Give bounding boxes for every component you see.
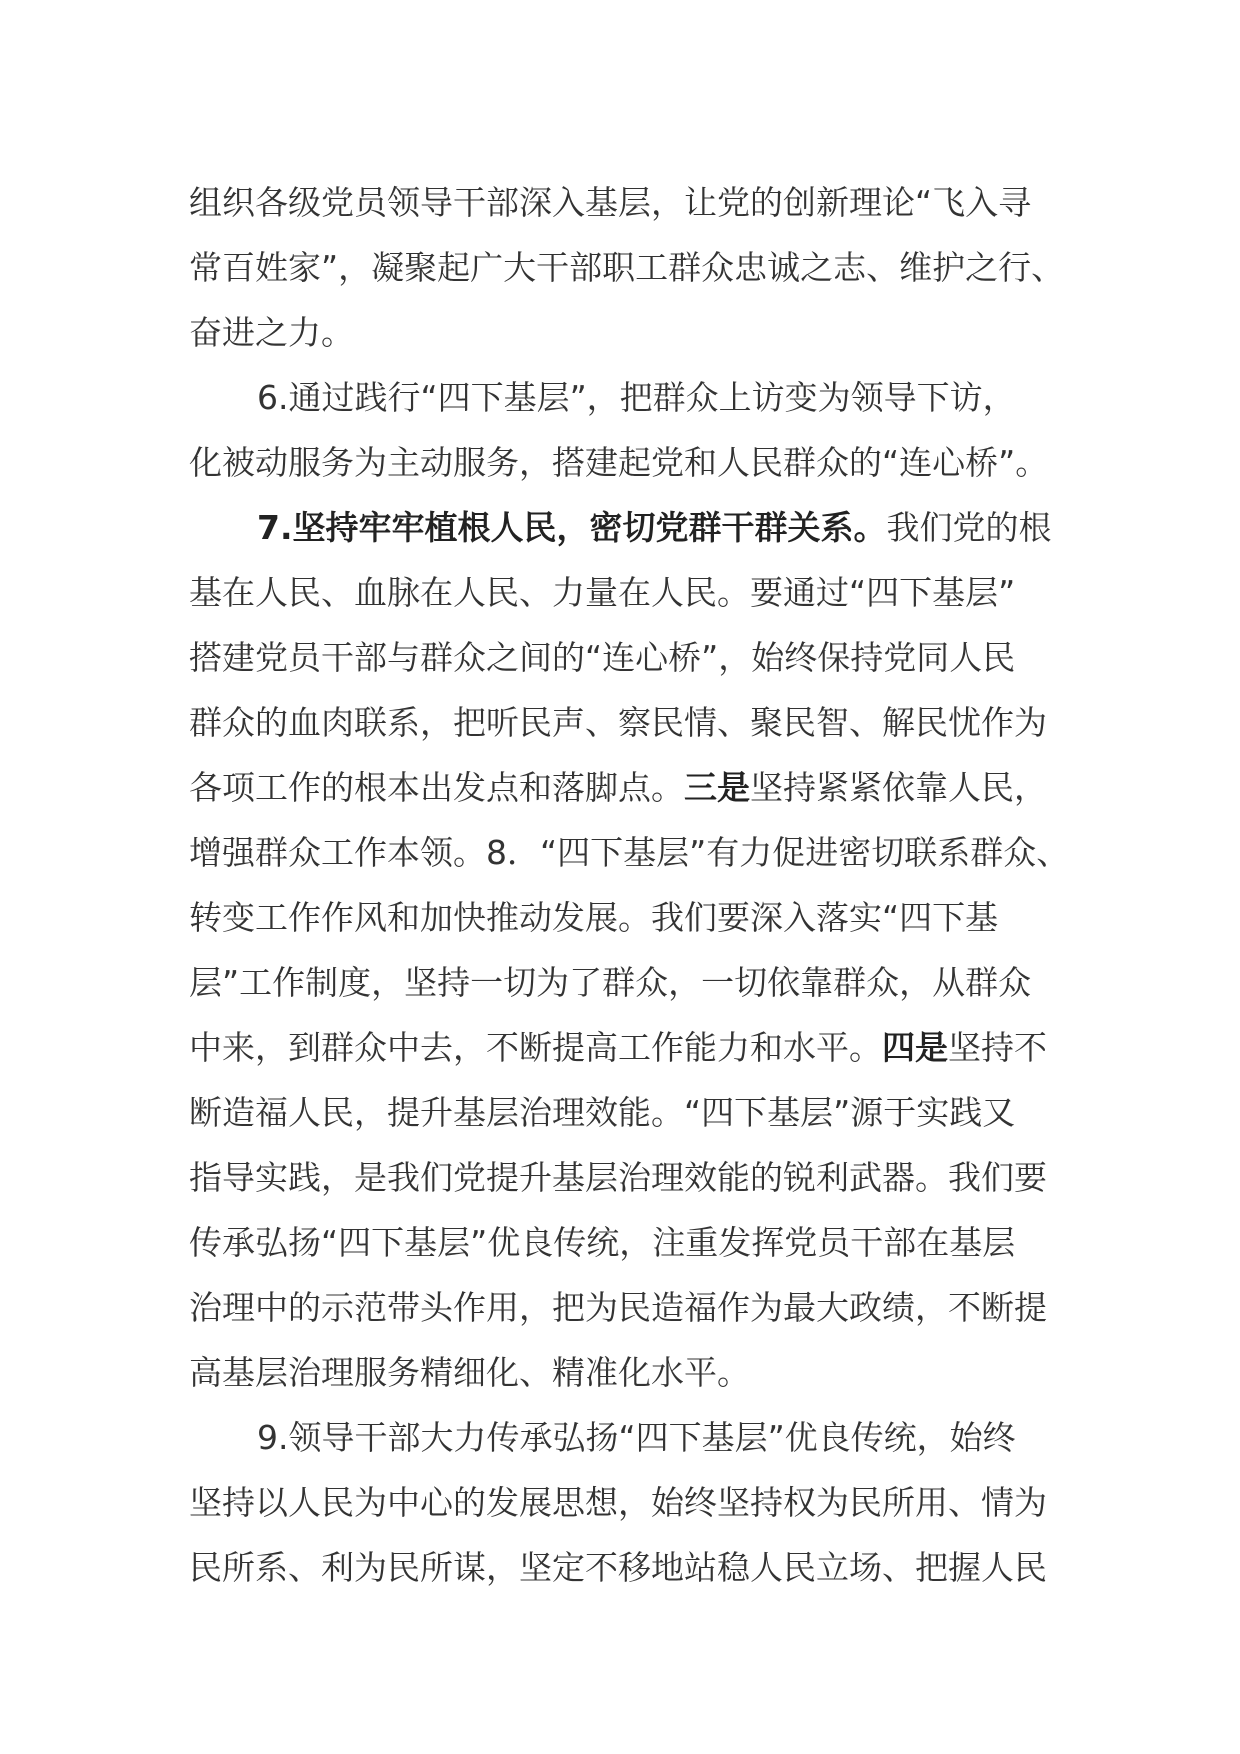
text-line-17: 传承弘扬“四下基层”优良传统，注重发挥党员干部在基层 [189, 1223, 1016, 1262]
document-body [189, 170, 1070, 1600]
text-line-12: 转变工作作风和加快推动发展。我们要深入落实“四下基 [189, 898, 999, 937]
text-line-15: 断造福人民，提升基层治理效能。“四下基层”源于实践又 [189, 1093, 1016, 1132]
text-line-1: 组织各级党员领导干部深入基层，让党的创新理论“飞入寻 [189, 183, 1032, 222]
bold-heading-7: 7.坚持牢牢植根人民，密切党群干群关系。 [257, 508, 887, 547]
text-line-6 [189, 495, 1052, 560]
text-line-20: 9.领导干部大力传承弘扬“四下基层”优良传统，始终 [257, 1418, 1016, 1457]
text-line-3: 奋进之力。 [189, 313, 354, 352]
text-line-13: 层”工作制度，坚持一切为了群众，一切依靠群众，从群众 [189, 963, 1032, 1002]
text-run: 中来，到群众中去，不断提高工作能力和水平。 [189, 1028, 882, 1067]
text-line-14 [189, 1015, 1049, 1080]
text-run: 坚持紧紧依靠人民， [750, 768, 1047, 807]
text-line-16: 指导实践，是我们党提升基层治理效能的锐利武器。我们要 [189, 1158, 1047, 1197]
text-run: 各项工作的根本出发点和落脚点。 [189, 768, 684, 807]
text-line-4: 6.通过践行“四下基层”，把群众上访变为领导下访， [257, 378, 1016, 417]
bold-marker-three: 三是 [684, 768, 750, 807]
text-line-8: 搭建党员干部与群众之间的“连心桥”，始终保持党同人民 [189, 638, 1016, 677]
text-line-9: 群众的血肉联系，把听民声、察民情、聚民智、解民忧作为 [189, 703, 1047, 742]
text-run: 坚持不 [948, 1028, 1047, 1067]
text-line-19: 高基层治理服务精细化、精准化水平。 [189, 1353, 750, 1392]
text-line-11: 增强群众工作本领。8．“四下基层”有力促进密切联系群众、 [189, 833, 1070, 872]
text-run: 我们党的根 [886, 508, 1052, 547]
text-line-2: 常百姓家”，凝聚起广大干部职工群众忠诚之志、维护之行、 [189, 248, 1065, 287]
text-line-21: 坚持以人民为中心的发展思想，始终坚持权为民所用、情为 [189, 1483, 1047, 1522]
text-line-5: 化被动服务为主动服务，搭建起党和人民群众的“连心桥”。 [189, 443, 1049, 482]
text-line-18: 治理中的示范带头作用，把为民造福作为最大政绩，不断提 [189, 1288, 1047, 1327]
bold-marker-four: 四是 [882, 1028, 948, 1067]
text-line-7: 基在人民、血脉在人民、力量在人民。要通过“四下基层” [189, 573, 1016, 612]
text-line-22: 民所系、利为民所谋，坚定不移地站稳人民立场、把握人民 [189, 1548, 1047, 1587]
text-line-10 [189, 755, 1049, 820]
